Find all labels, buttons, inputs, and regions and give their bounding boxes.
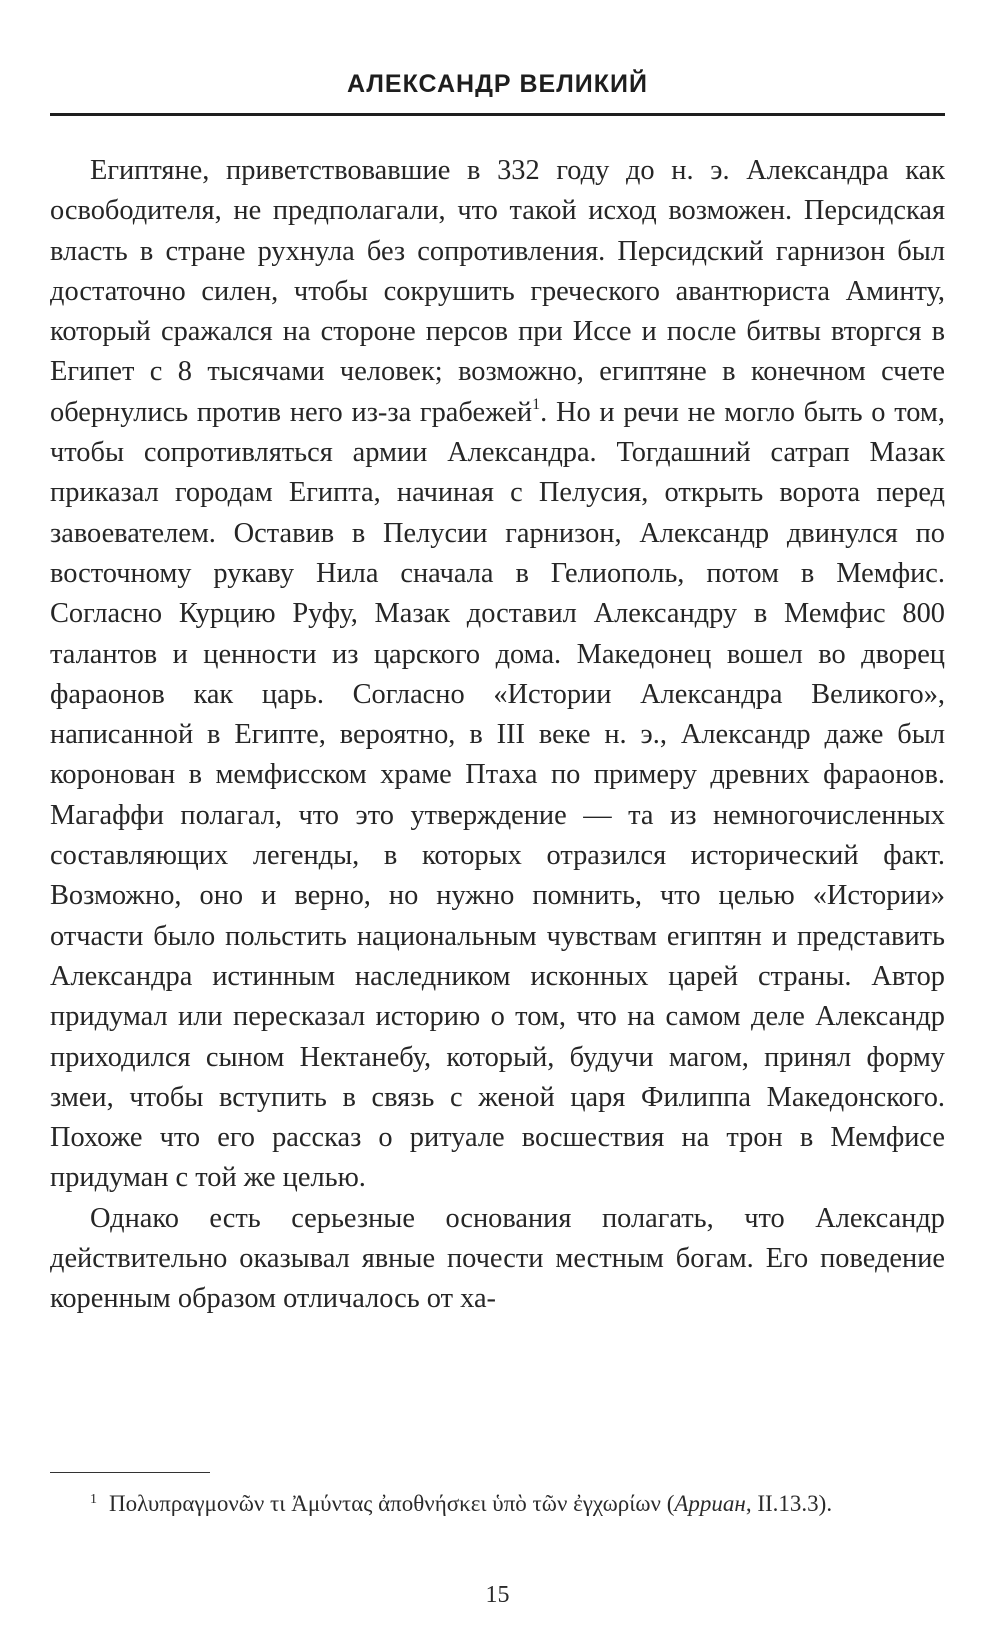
paragraph-1 bbox=[50, 151, 945, 1199]
paragraph-2: Однако есть серьезные основания полагать, что Александр действительно оказывал явные почести местным богам. Его поведение коренным образом отличалось от ха- bbox=[50, 1202, 945, 1315]
footnote-number: 1 bbox=[90, 1492, 97, 1507]
footnote-text: Πολυπραγμονῶν τι Ἀμύντας ἀποθνήσκει ὑπὸ τῶν ἐγχωρίων ( bbox=[109, 1491, 675, 1516]
paragraph-1-text-b: . Но и речи не могло быть о том, чтобы сопротивляться армии Александра. Тогдашний сатрап Мазак приказал городам Египта, начиная с Пелусия, открыть ворота перед завоевателем. Оставив в Пелусии гарнизон, Александр двинулся по восточному рукаву Нила сначала в Гелиополь, потом в Мемфис. Согласно Курцию Руфу, Мазак доставил Александру в Мемфис 800 талантов и ценности из царского дома. Македонец вошел во дворец фараонов как царь. Согласно «Истории Александра Великого», написанной в Египте, вероятно, в III веке н. э., Александр даже был коронован в мемфисском храме Птаха по примеру древних фараонов. Магаффи полагал, что это утверждение — та из немногочисленных составляющих легенды, в которых отразился исторический факт. Возможно, оно и верно, но нужно помнить, что целью «Истории» отчасти было польстить национальным чувствам египтян и представить Александра истинным наследником исконных царей страны. Автор придумал или пересказал историю о том, что на самом деле Александр приходился сыном Нектанебу, который, будучи магом, принял форму змеи, чтобы вступить в связь с женой царя Филиппа Македонского. Похоже что его рассказ о ритуале восшествия на трон в Мемфисе придуман с той же целью. bbox=[50, 396, 945, 1194]
page-number: 15 bbox=[485, 1582, 510, 1608]
footnote-rule bbox=[50, 1472, 210, 1473]
body-text bbox=[50, 151, 945, 1320]
footnote bbox=[50, 1488, 945, 1520]
header-rule bbox=[50, 113, 945, 116]
footnote-reference-text: , II.13.3). bbox=[745, 1491, 833, 1516]
paragraph-1-text-a: Египтяне, приветствовавшие в 332 году до н. э. Александра как освободителя, не предполагали, что такой исход возможен. Персидская власть в стране рухнула без сопротивления. Персидский гарнизон был достаточно силен, чтобы сокрушить греческого авантюриста Аминту, который сражался на стороне персов при Иссе и после битвы вторгся в Египет с 8 тысячами человек; возможно, египтяне в конечном счете обернулись против него из-за грабежей bbox=[50, 155, 945, 428]
footnote-reference[interactable]: 1 bbox=[532, 395, 541, 413]
footnote-source: Арриан bbox=[674, 1491, 746, 1516]
running-head-title: АЛЕКСАНДР ВЕЛИКИЙ bbox=[347, 70, 648, 98]
